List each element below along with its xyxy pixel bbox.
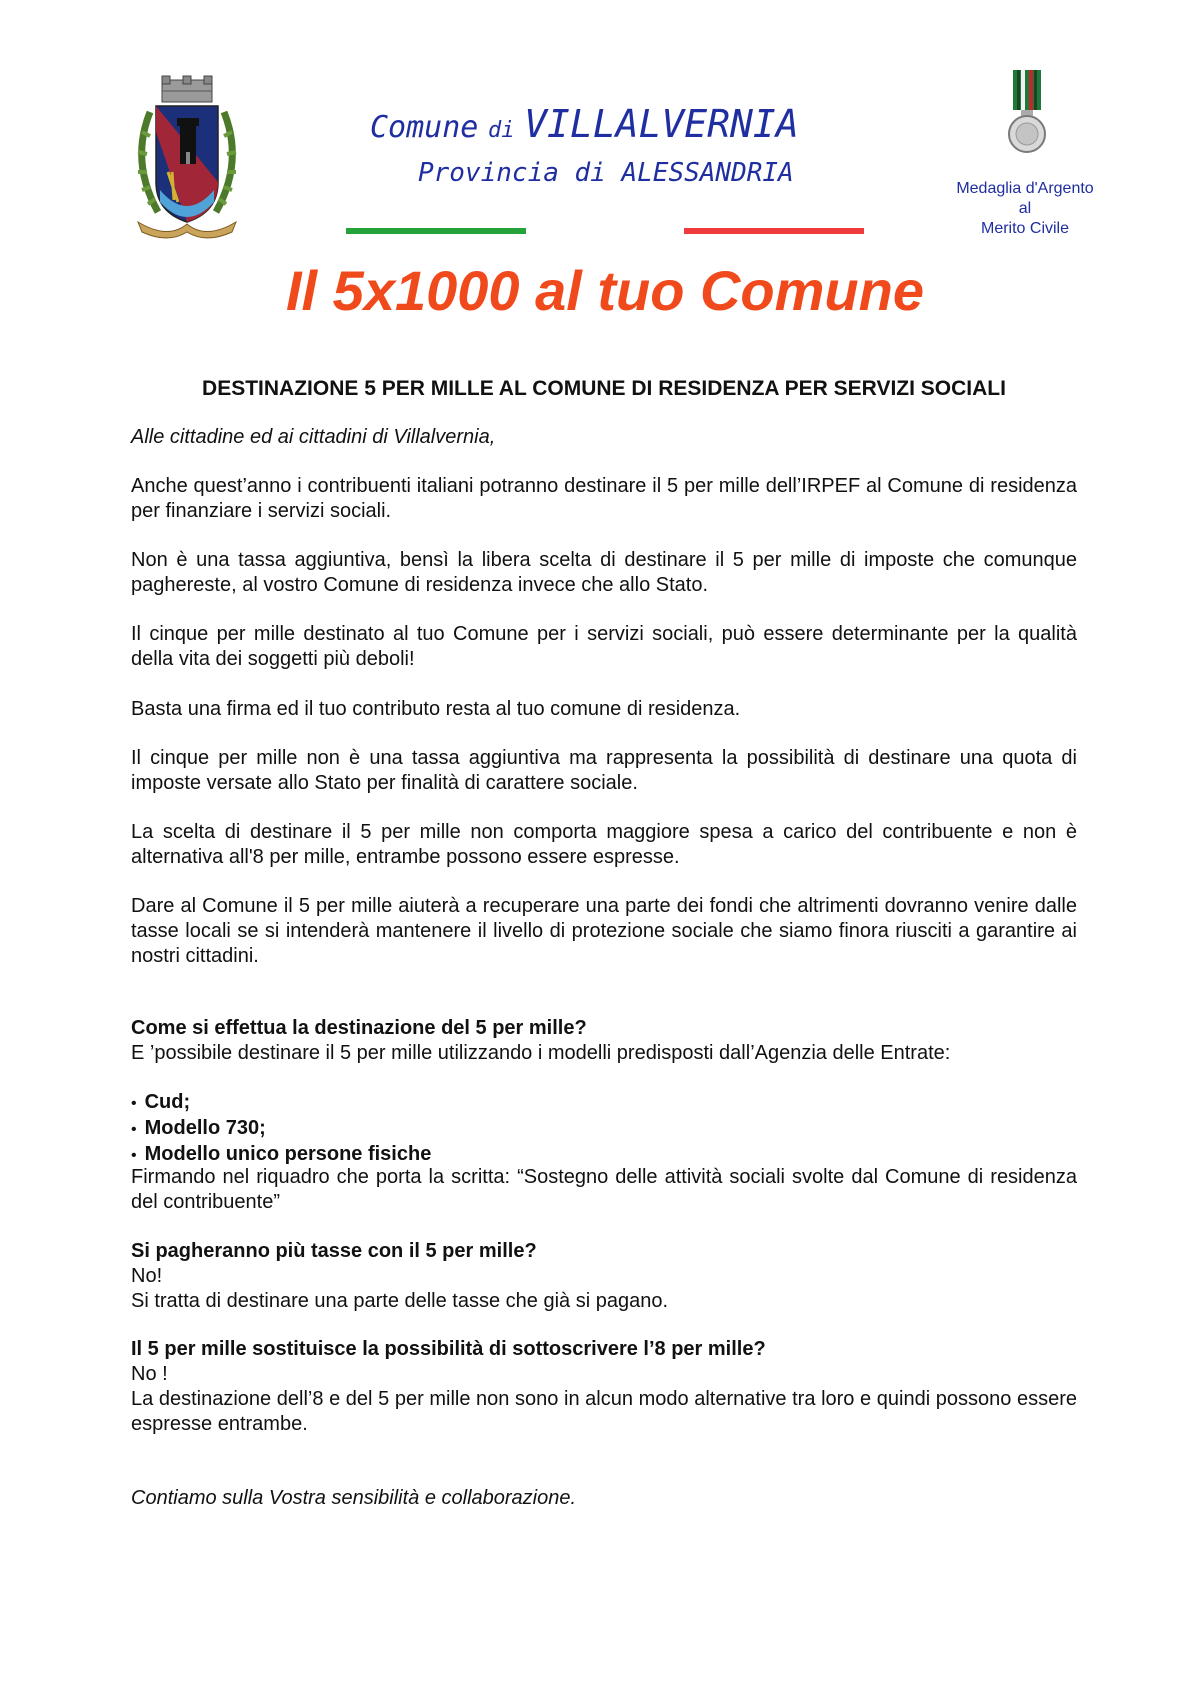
coat-of-arms-emblem: [128, 72, 246, 242]
greeting: Alle cittadine ed ai cittadini di Villalvernia,: [131, 426, 496, 448]
paragraph-6: La scelta di destinare il 5 per mille non comporta maggiore spesa a carico del contribuente e non è alternativa all'8 per mille, entrambe possono essere espresse.: [131, 821, 1077, 868]
flag-green-bar: [346, 228, 526, 234]
question-2: Si pagheranno più tasse con il 5 per mille?: [131, 1240, 537, 1262]
question-3: Il 5 per mille sostituisce la possibilità di sottoscrivere l’8 per mille?: [131, 1338, 766, 1360]
municipality-title: [370, 102, 799, 146]
question-1: Come si effettua la destinazione del 5 per mille?: [131, 1017, 587, 1039]
paragraph-7: Dare al Comune il 5 per mille aiuterà a recuperare una parte dei fondi che altrimenti dovranno venire dalle tasse locali se si intenderà mantenere il livello di protezione sociale che siamo finora riusciti a garantire ai nostri cittadini.: [131, 895, 1077, 967]
question-1-after: Firmando nel riquadro che porta la scritta: “Sostegno delle attività sociali svolte dal Comune di residenza del contribuente”: [131, 1166, 1077, 1213]
paragraph-3: Il cinque per mille destinato al tuo Comune per i servizi sociali, può essere determinante per la qualità della vita dei soggetti più deboli!: [131, 623, 1077, 670]
title-comune: Comune: [370, 110, 479, 145]
list-item: • Modello 730;: [131, 1116, 431, 1142]
silver-medal-icon: [1005, 70, 1049, 154]
question-2-text: Si tratta di destinare una parte delle tasse che già si pagano.: [131, 1290, 669, 1312]
model-list: [131, 1090, 431, 1168]
title-town: VILLALVERNIA: [524, 102, 799, 146]
closing-line: Contiamo sulla Vostra sensibilità e collaborazione.: [131, 1487, 577, 1509]
question-3-text: La destinazione dell’8 e del 5 per mille non sono in alcun modo alternative tra loro e quindi possono essere espresse entrambe.: [131, 1388, 1077, 1435]
medal-caption-line1: Medaglia d'Argento: [956, 180, 1094, 197]
title-di: di: [488, 118, 515, 143]
list-item: • Cud;: [131, 1090, 431, 1116]
question-1-text: E ’possibile destinare il 5 per mille utilizzando i modelli predisposti dall’Agenzia delle Entrate:: [131, 1042, 951, 1064]
list-item: • Modello unico persone fisiche: [131, 1142, 431, 1168]
headline: Il 5x1000 al tuo Comune: [286, 259, 924, 322]
medal-caption-line3: Merito Civile: [980, 220, 1069, 237]
flag-red-bar: [684, 228, 864, 234]
question-3-answer: No !: [131, 1363, 168, 1385]
paragraph-2: Non è una tassa aggiuntiva, bensì la libera scelta di destinare il 5 per mille di imposte che comunque paghereste, al vostro Comune di residenza invece che allo Stato.: [131, 549, 1077, 596]
paragraph-4: Basta una firma ed il tuo contributo resta al tuo comune di residenza.: [131, 698, 741, 720]
medal-caption-line2: al: [1018, 200, 1032, 217]
province-title: Provincia di ALESSANDRIA: [418, 158, 794, 188]
document-heading: DESTINAZIONE 5 PER MILLE AL COMUNE DI RESIDENZA PER SERVIZI SOCIALI: [202, 377, 1006, 400]
paragraph-5: Il cinque per mille non è una tassa aggiuntiva ma rappresenta la possibilità di destinare una quota di imposte versate allo Stato per finalità di carattere sociale.: [131, 747, 1077, 794]
paragraph-1: Anche quest’anno i contribuenti italiani potranno destinare il 5 per mille dell’IRPEF al Comune di residenza per finanziare i servizi sociali.: [131, 475, 1077, 522]
question-2-answer: No!: [131, 1265, 163, 1287]
